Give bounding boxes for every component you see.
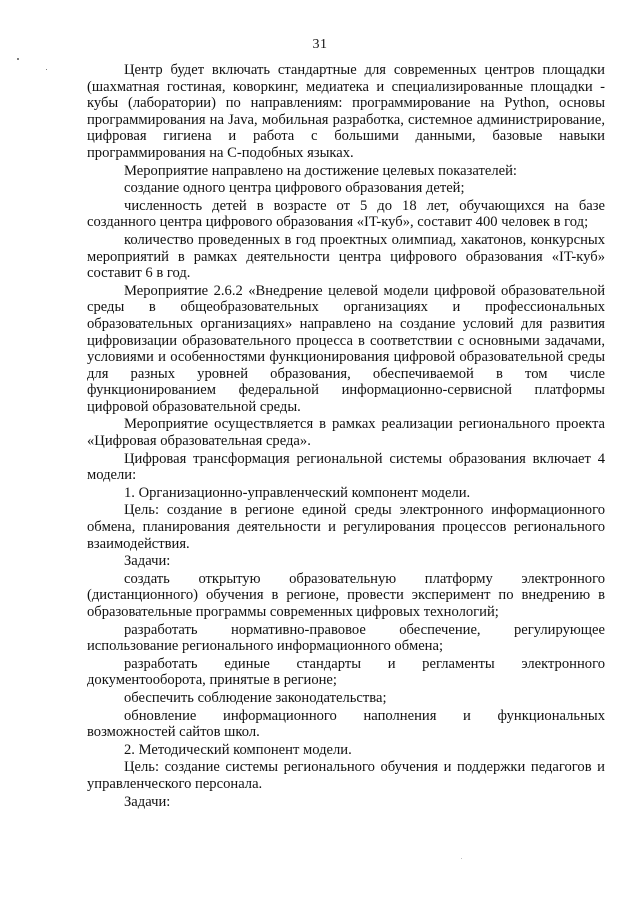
paragraph-measure-2-6-2: Мероприятие 2.6.2 «Внедрение целевой модели цифровой образовательной среды в общеобразовательных организациях и профессиональных образовательных организациях» направлено на создание условий для развития цифровизации образовательного процесса в соответствии с основными задачами, условиями и особенностями функционирования цифровой образовательной среды для разных уровней образования, обеспечиваемой в том числе функционированием федеральной информационно-сервисной платформы цифровой образовательной среды. xyxy=(87,282,605,415)
task-legal-compliance: обеспечить соблюдение законодательства; xyxy=(124,689,387,706)
task-open-platform: создать открытую образовательную платформу электронного (дистанционного) обучения в регионе, провести эксперимент по внедрению в образовательные программы современных цифровых технологий; xyxy=(87,570,605,620)
label-tasks-1: Задачи: xyxy=(124,553,171,570)
paragraph-indicator-children-count: численность детей в возрасте от 5 до 18 лет, обучающихся на базе созданного центра цифрового образования «IT-куб», составит 400 человек в год; xyxy=(87,197,605,231)
heading-methodical-component: 2. Методический компонент модели. xyxy=(124,741,352,758)
paragraph-target-indicators-intro: Мероприятие направлено на достижение целевых показателей: xyxy=(124,162,517,179)
task-document-standards: разработать единые стандарты и регламенты электронного документооборота, принятые в регионе; xyxy=(87,655,605,689)
paragraph-goal-2: Цель: создание системы регионального обучения и поддержки педагогов и управленческого персонала. xyxy=(87,759,605,792)
paragraph-regional-project: Мероприятие осуществляется в рамках реализации регионального проекта «Цифровая образовательная среда». xyxy=(87,416,605,450)
paragraph-center-description: Центр будет включать стандартные для современных центров площадки (шахматная гостиная, коворкинг, медиатека и специализированные площадки - кубы (лаборатории) по направлениям: программирование на Python, основы программирования на Java, мобильная разработка, системное администрирование, цифровая гигиена и работа с большими данными, базовые навыки программирования на С-подобных языках. xyxy=(87,62,605,161)
paragraph-goal-1: Цель: создание в регионе единой среды электронного информационного обмена, планирования деятельности и регулирования процессов регионального взаимодействия. xyxy=(87,502,605,552)
document-body xyxy=(87,62,605,810)
scan-speck xyxy=(461,858,462,859)
scan-speck xyxy=(17,58,19,60)
paragraph-indicator-center-creation: создание одного центра цифрового образования детей; xyxy=(124,180,465,197)
scan-speck xyxy=(46,69,47,70)
task-school-websites: обновление информационного наполнения и функциональных возможностей сайтов школ. xyxy=(87,707,605,741)
paragraph-indicator-olympiads: количество проведенных в год проектных олимпиад, хакатонов, конкурсных мероприятий в рамках деятельности центра цифрового образования «IT-куб» составит 6 в год. xyxy=(87,231,605,282)
heading-organizational-component: 1. Организационно-управленческий компонент модели. xyxy=(124,484,471,501)
task-legal-framework: разработать нормативно-правовое обеспечение, регулирующее использование регионального информационного обмена; xyxy=(87,621,605,655)
label-tasks-2: Задачи: xyxy=(124,793,171,810)
paragraph-digital-transformation: Цифровая трансформация региональной системы образования включает 4 модели: xyxy=(87,450,605,484)
page-number: 31 xyxy=(312,37,328,52)
